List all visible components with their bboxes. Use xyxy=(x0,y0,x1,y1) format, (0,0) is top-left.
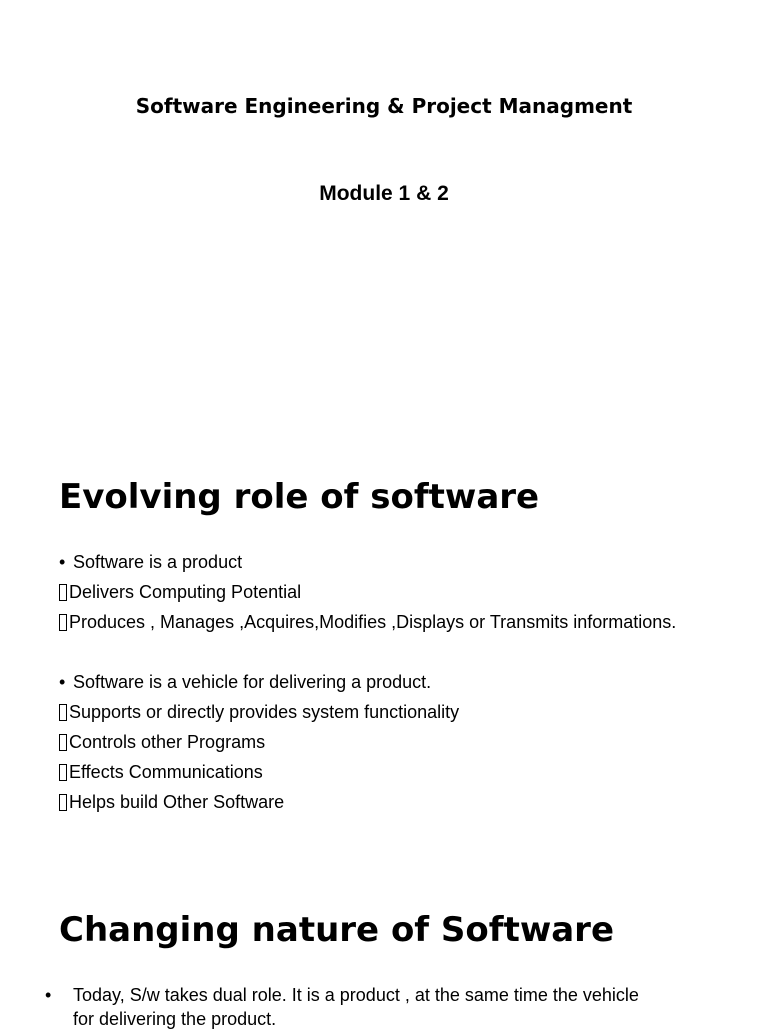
missing-glyph-box-icon xyxy=(59,764,67,781)
sub-item-text: Produces , Manages ,Acquires,Modifies ,Displays or Transmits informations. xyxy=(69,612,677,632)
list-spacer xyxy=(59,637,749,667)
missing-glyph-box-icon xyxy=(59,794,67,811)
list-item-sub xyxy=(59,727,749,757)
changing-nature-list xyxy=(45,980,659,1031)
list-item-bullet xyxy=(45,980,659,1031)
bullet-icon: • xyxy=(59,552,66,572)
document-title: Software Engineering & Project Managment xyxy=(135,94,633,118)
sub-item-text: Supports or directly provides system functionality xyxy=(69,702,460,722)
document-subtitle: Module 1 & 2 xyxy=(319,182,449,205)
list-item-sub xyxy=(59,697,749,727)
list-item-sub xyxy=(59,607,749,637)
missing-glyph-box-icon xyxy=(59,584,67,601)
bullet-icon: • xyxy=(45,985,52,1005)
missing-glyph-box-icon xyxy=(59,614,67,631)
sub-item-text: Controls other Programs xyxy=(69,732,266,752)
bullet-text: Software is a vehicle for delivering a product. xyxy=(73,672,432,692)
list-item-sub xyxy=(59,787,749,817)
list-item-bullet xyxy=(59,547,749,577)
sub-item-text: Effects Communications xyxy=(69,762,263,782)
missing-glyph-box-icon xyxy=(59,734,67,751)
list-item-sub xyxy=(59,577,749,607)
missing-glyph-box-icon xyxy=(59,704,67,721)
evolving-role-list xyxy=(59,547,749,817)
bullet-text: Software is a product xyxy=(73,552,243,572)
section-heading-changing-nature: Changing nature of Software xyxy=(59,910,615,950)
bullet-icon: • xyxy=(59,672,66,692)
section-heading-evolving-role: Evolving role of software xyxy=(59,477,540,517)
bullet-text: Today, S/w takes dual role. It is a product , at the same time the vehicle for delivering the product. xyxy=(73,985,639,1029)
sub-item-text: Delivers Computing Potential xyxy=(69,582,302,602)
list-item-sub xyxy=(59,757,749,787)
sub-item-text: Helps build Other Software xyxy=(69,792,285,812)
list-item-bullet xyxy=(59,667,749,697)
